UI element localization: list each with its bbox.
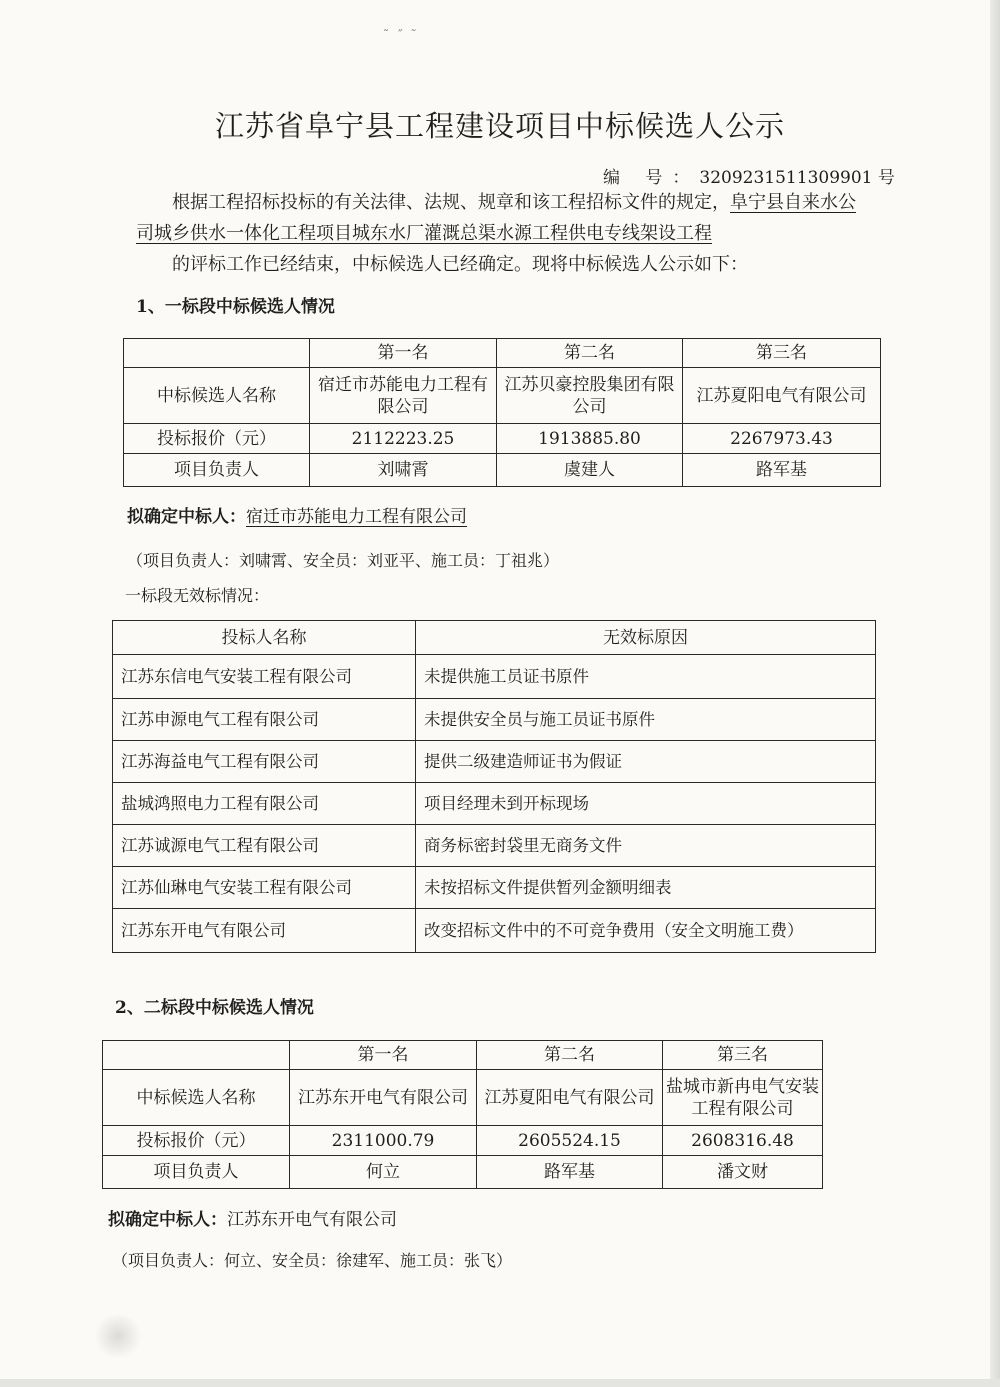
bidder-name: 江苏东信电气安装工程有限公司	[113, 655, 416, 699]
document-number	[603, 163, 895, 188]
table-header-row	[124, 339, 881, 368]
table-header-cell: 第一名	[290, 1041, 477, 1070]
scanned-page-bottom-edge	[0, 1379, 1000, 1387]
table-header-cell: 第二名	[497, 339, 683, 368]
table-cell: 1913885.80	[497, 424, 683, 454]
scanned-page-edge	[990, 0, 1000, 1387]
table-cell: 中标候选人名称	[103, 1070, 290, 1126]
table-row	[103, 1070, 823, 1126]
project-name: 阜宁县自来水公司城乡供水一体化工程项目城东水厂灌溉总渠水源工程供电专线架设工程	[136, 192, 856, 244]
invalid-reason: 改变招标文件中的不可竞争费用（安全文明施工费）	[416, 909, 876, 953]
section-2-staff: （项目负责人：何立、安全员：徐建军、施工员：张飞）	[112, 1251, 513, 1270]
table-cell: 投标报价（元）	[124, 424, 310, 454]
table-cell: 中标候选人名称	[124, 368, 310, 424]
table-cell: 2112223.25	[310, 424, 497, 454]
table-header-cell: 第一名	[310, 339, 497, 368]
intro-text-2: 的评标工作已经结束，中标候选人已经确定。现将中标候选人公示如下：	[172, 254, 748, 275]
table-header-cell: 第三名	[663, 1041, 823, 1070]
table-header-cell	[124, 339, 310, 368]
winner-label: 拟确定中标人：	[108, 1210, 227, 1230]
invalid-reason: 项目经理未到开标现场	[416, 783, 876, 825]
section-1-winner	[127, 502, 467, 527]
table-row	[124, 454, 881, 487]
table-header-row	[113, 621, 876, 655]
document-number-value: 3209231511309901 号	[699, 168, 895, 188]
table-row	[103, 1156, 823, 1189]
table-cell: 2311000.79	[290, 1126, 477, 1156]
table-cell: 江苏夏阳电气有限公司	[683, 368, 881, 424]
table-cell: 江苏东开电气有限公司	[290, 1070, 477, 1126]
table-row	[124, 424, 881, 454]
scan-mark: ˜ ˝ ˜	[383, 28, 419, 42]
intro-text-1: 根据工程招标投标的有关法律、法规、规章和该工程招标文件的规定，	[172, 192, 730, 213]
table-header-cell: 无效标原因	[416, 621, 876, 655]
section-2-heading: 2、二标段中标候选人情况	[115, 998, 314, 1018]
table-cell: 潘文财	[663, 1156, 823, 1189]
table-cell: 江苏贝豪控股集团有限公司	[497, 368, 683, 424]
scan-smudge	[92, 1315, 144, 1357]
table-row	[103, 1126, 823, 1156]
section-1-heading: 1、一标段中标候选人情况	[136, 297, 335, 317]
table-cell: 路军基	[477, 1156, 663, 1189]
bidder-name: 盐城鸿照电力工程有限公司	[113, 783, 416, 825]
table-cell: 2608316.48	[663, 1126, 823, 1156]
table-row	[113, 699, 876, 741]
table-cell: 2267973.43	[683, 424, 881, 454]
table-cell: 盐城市新冉电气安装工程有限公司	[663, 1070, 823, 1126]
section-2-winner	[108, 1205, 397, 1230]
invalid-reason: 提供二级建造师证书为假证	[416, 741, 876, 783]
table-header-cell	[103, 1041, 290, 1070]
table-cell: 路军基	[683, 454, 881, 487]
section-2-candidate-table	[102, 1040, 823, 1189]
table-row	[113, 783, 876, 825]
bidder-name: 江苏海益电气工程有限公司	[113, 741, 416, 783]
table-cell: 江苏夏阳电气有限公司	[477, 1070, 663, 1126]
winner-name: 宿迁市苏能电力工程有限公司	[246, 507, 467, 527]
bidder-name: 江苏东开电气有限公司	[113, 909, 416, 953]
winner-name: 江苏东开电气有限公司	[227, 1210, 397, 1230]
section-1-candidate-table	[123, 338, 881, 487]
table-header-cell: 投标人名称	[113, 621, 416, 655]
invalid-reason: 商务标密封袋里无商务文件	[416, 825, 876, 867]
table-header-cell: 第二名	[477, 1041, 663, 1070]
table-cell: 宿迁市苏能电力工程有限公司	[310, 368, 497, 424]
document-number-label: 编 号：	[603, 168, 700, 188]
table-header-cell: 第三名	[683, 339, 881, 368]
table-row	[113, 825, 876, 867]
table-cell: 虞建人	[497, 454, 683, 487]
invalid-bids-heading: 一标段无效标情况：	[125, 586, 270, 605]
intro-paragraph	[136, 187, 866, 280]
table-cell: 投标报价（元）	[103, 1126, 290, 1156]
table-cell: 2605524.15	[477, 1126, 663, 1156]
invalid-reason: 未按招标文件提供暂列金额明细表	[416, 867, 876, 909]
table-cell: 刘啸霄	[310, 454, 497, 487]
section-1-staff: （项目负责人：刘啸霄、安全员：刘亚平、施工员：丁祖兆）	[127, 551, 560, 570]
bidder-name: 江苏申源电气工程有限公司	[113, 699, 416, 741]
document-title: 江苏省阜宁县工程建设项目中标候选人公示	[214, 109, 785, 143]
table-row	[113, 909, 876, 953]
invalid-reason: 未提供施工员证书原件	[416, 655, 876, 699]
table-row	[113, 867, 876, 909]
table-cell: 项目负责人	[124, 454, 310, 487]
bidder-name: 江苏仙琳电气安装工程有限公司	[113, 867, 416, 909]
table-row	[124, 368, 881, 424]
table-header-row	[103, 1041, 823, 1070]
table-row	[113, 655, 876, 699]
table-row	[113, 741, 876, 783]
table-cell: 项目负责人	[103, 1156, 290, 1189]
bidder-name: 江苏诚源电气工程有限公司	[113, 825, 416, 867]
table-cell: 何立	[290, 1156, 477, 1189]
invalid-reason: 未提供安全员与施工员证书原件	[416, 699, 876, 741]
invalid-bids-table	[112, 620, 876, 953]
winner-label: 拟确定中标人：	[127, 507, 246, 527]
